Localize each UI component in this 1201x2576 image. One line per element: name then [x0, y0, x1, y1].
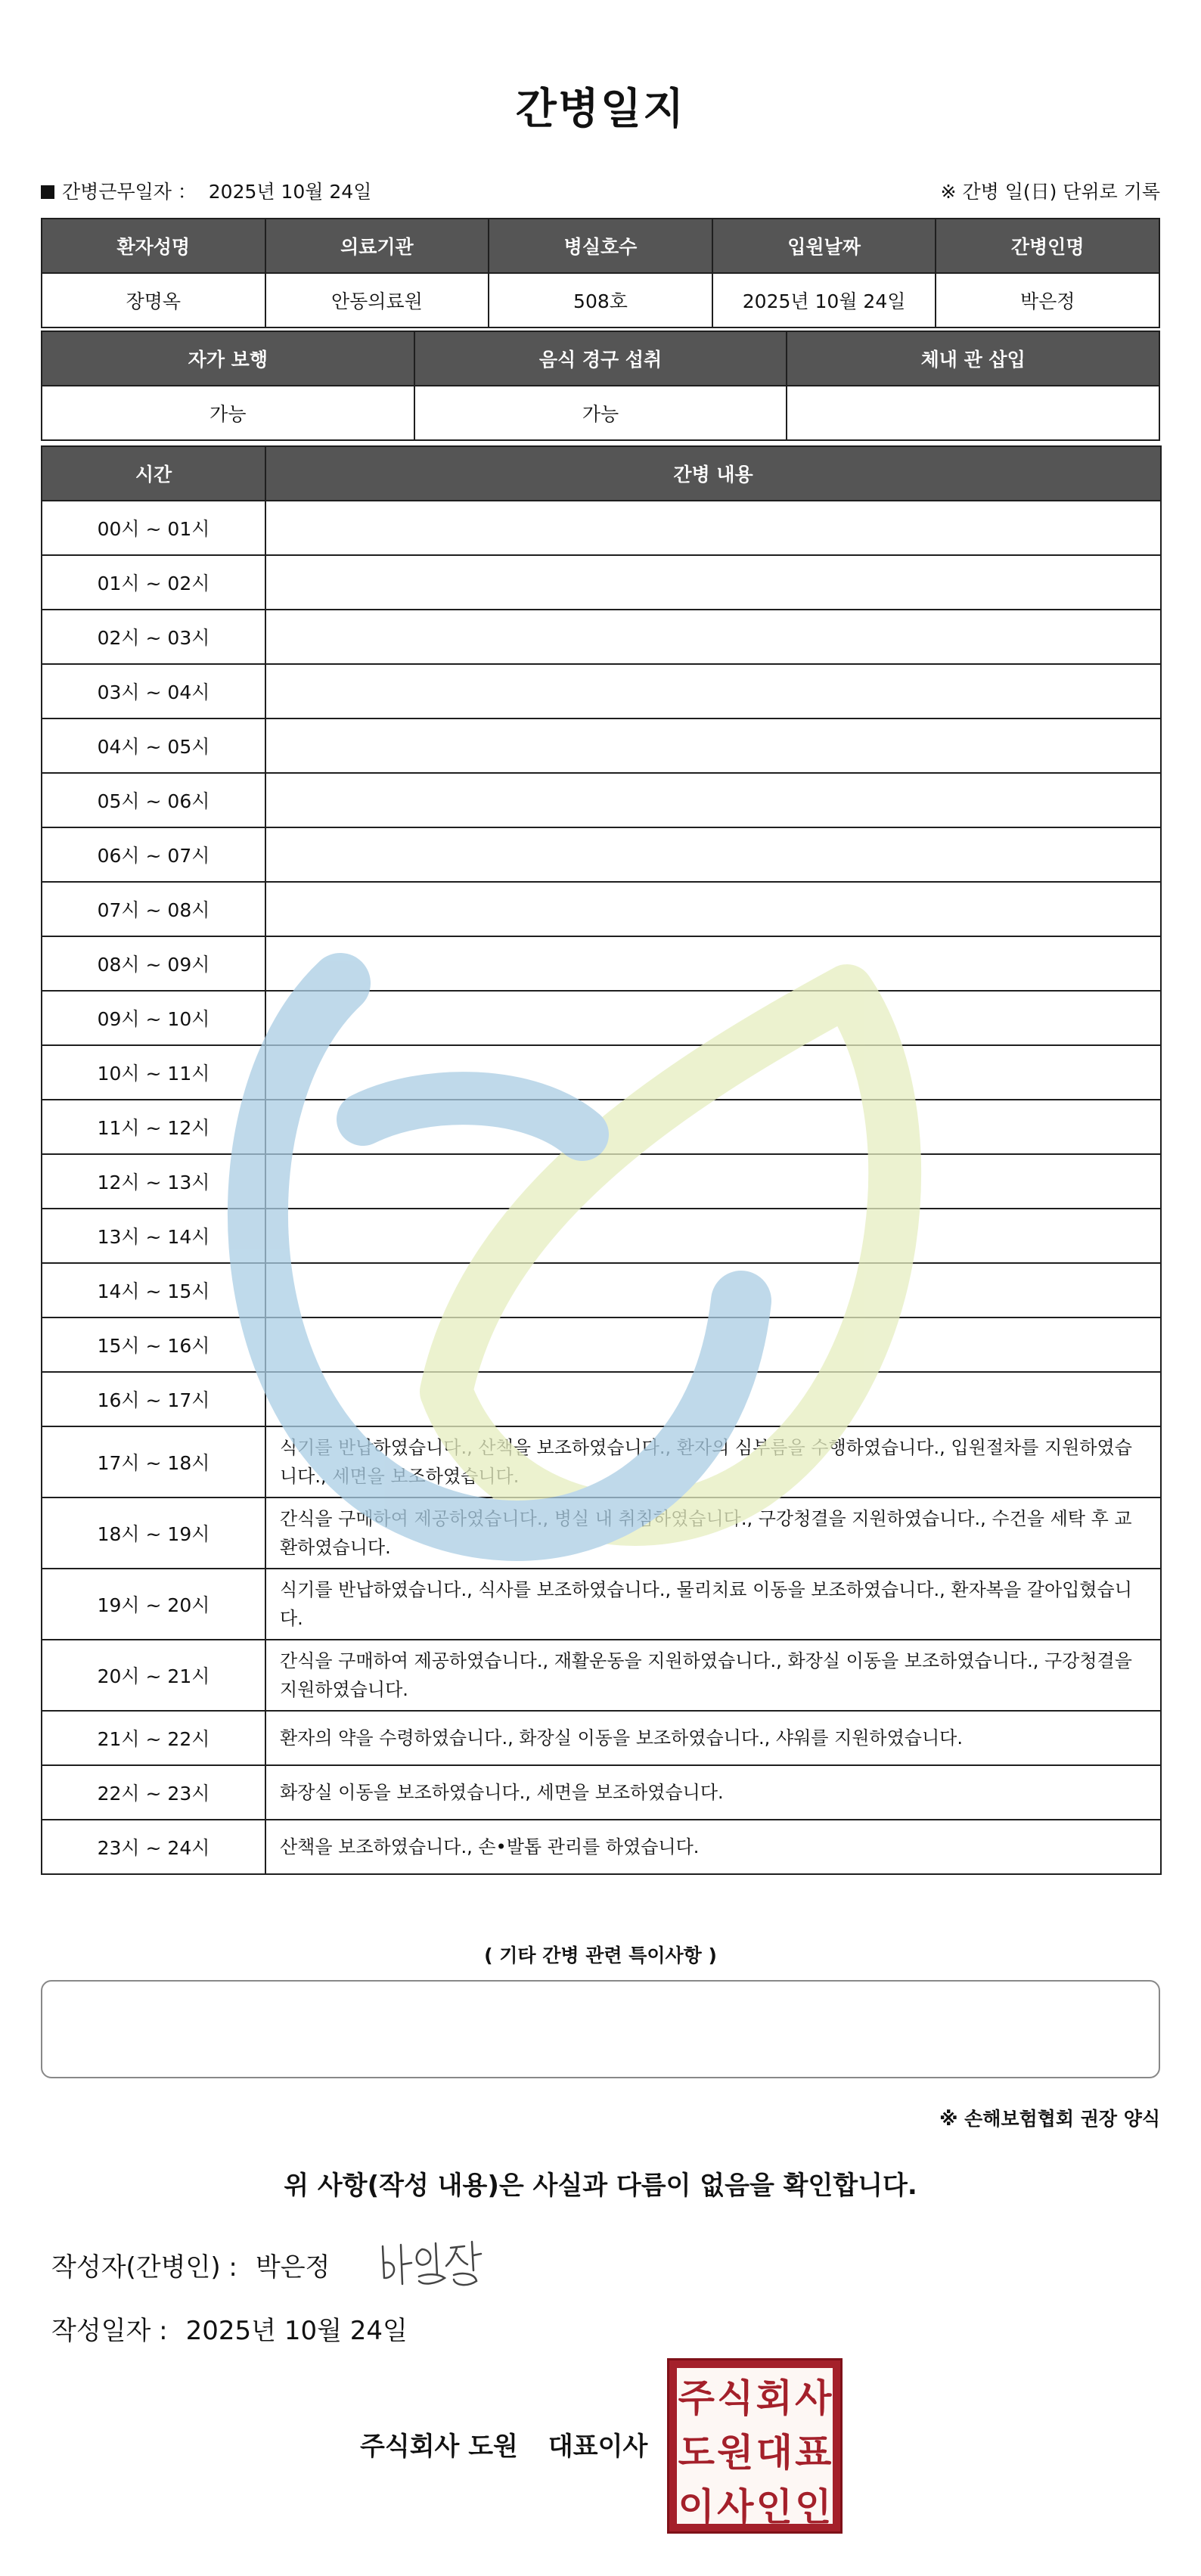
- company-line: [360, 2425, 647, 2463]
- work-date-label: 간병근무일자 ：: [62, 181, 197, 203]
- care-log-time: 06시 ~ 07시: [42, 827, 265, 882]
- care-log-row: [42, 1426, 1161, 1497]
- care-log-content: [265, 827, 1161, 882]
- care-log-time: 18시 ~ 19시: [42, 1497, 265, 1569]
- header-room-number: 병실호수: [489, 219, 712, 273]
- company-name: 주식회사 도원: [360, 2432, 518, 2462]
- care-log-row: [42, 1154, 1161, 1209]
- care-log-row: [42, 1640, 1161, 1711]
- care-log-content: [265, 936, 1161, 991]
- care-log-content: [265, 501, 1161, 555]
- care-log-content: 간식을 구매하여 제공하였습니다., 재활운동을 지원하였습니다., 화장실 이동을 보조하였습니다., 구강청결을 지원하였습니다.: [265, 1640, 1161, 1711]
- seal-char: 도: [678, 2430, 715, 2475]
- care-log-row: [42, 718, 1161, 773]
- care-log-content: [265, 1372, 1161, 1426]
- oral-intake-value: 가능: [414, 386, 787, 440]
- writer-name: 박은정: [255, 2252, 331, 2283]
- header-oral-intake: 음식 경구 섭취: [414, 331, 787, 386]
- care-log-time: 11시 ~ 12시: [42, 1100, 265, 1154]
- care-log-row: [42, 1820, 1161, 1874]
- care-log-time: 03시 ~ 04시: [42, 664, 265, 718]
- care-log-time: 10시 ~ 11시: [42, 1045, 265, 1100]
- care-log-row: [42, 773, 1161, 827]
- care-log-time: 23시 ~ 24시: [42, 1820, 265, 1874]
- care-log-row: [42, 1045, 1161, 1100]
- care-log-content: [265, 991, 1161, 1045]
- care-log-content: 환자의 약을 수령하였습니다., 화장실 이동을 보조하였습니다., 샤워를 지원하였습니다.: [265, 1711, 1161, 1765]
- square-bullet-icon: [41, 185, 54, 199]
- seal-char: 원: [717, 2430, 754, 2475]
- care-log-content: [265, 1100, 1161, 1154]
- header-patient-name: 환자성명: [42, 219, 265, 273]
- remarks-box: [41, 1980, 1160, 2078]
- care-log-row: [42, 664, 1161, 718]
- handwritten-signature: [375, 2231, 489, 2299]
- care-log-time: 01시 ~ 02시: [42, 555, 265, 610]
- care-log-content: 식기를 반납하였습니다., 산책을 보조하였습니다., 환자의 심부름을 수행하였습니다., 입원절차를 지원하였습니다., 세면을 보조하였습니다.: [265, 1426, 1161, 1497]
- care-log-time: 22시 ~ 23시: [42, 1765, 265, 1820]
- care-log-time: 15시 ~ 16시: [42, 1317, 265, 1372]
- care-log-time: 09시 ~ 10시: [42, 991, 265, 1045]
- care-log-content: [265, 1045, 1161, 1100]
- written-date-label: 작성일자 :: [51, 2316, 168, 2346]
- caregiver-name: 박은정: [936, 273, 1159, 327]
- seal-char: 사: [717, 2484, 754, 2529]
- header-caregiver-name: 간병인명: [936, 219, 1159, 273]
- care-log-time: 07시 ~ 08시: [42, 882, 265, 936]
- header-tube-insertion: 체내 관 삽입: [787, 331, 1159, 386]
- care-log-content: 간식을 구매하여 제공하였습니다., 병실 내 취침하였습니다., 구강청결을 지원하였습니다., 수건을 세탁 후 교환하였습니다.: [265, 1497, 1161, 1569]
- work-date: [41, 177, 371, 204]
- header-self-walking: 자가 보행: [42, 331, 414, 386]
- care-log-content: 산책을 보조하였습니다., 손•발톱 관리를 하였습니다.: [265, 1820, 1161, 1874]
- care-log-content: [265, 773, 1161, 827]
- care-log-row: [42, 555, 1161, 610]
- care-log-row: [42, 1765, 1161, 1820]
- care-log-time: 05시 ~ 06시: [42, 773, 265, 827]
- header-time: 시간: [42, 446, 265, 501]
- seal-char: 인: [795, 2484, 832, 2529]
- care-log-row: [42, 991, 1161, 1045]
- seal-char: 식: [717, 2376, 754, 2420]
- care-log-time: 04시 ~ 05시: [42, 718, 265, 773]
- room-number: 508호: [489, 273, 712, 327]
- patient-info-value-row: [42, 273, 1159, 327]
- hospital-name: 안동의료원: [265, 273, 489, 327]
- care-log-time: 21시 ~ 22시: [42, 1711, 265, 1765]
- care-log-row: [42, 610, 1161, 664]
- care-log-time: 02시 ~ 03시: [42, 610, 265, 664]
- seal-char: 표: [795, 2430, 832, 2475]
- care-log-time: 14시 ~ 15시: [42, 1263, 265, 1317]
- care-log-row: [42, 1569, 1161, 1640]
- patient-info-header-row: [42, 219, 1159, 273]
- care-log-row: [42, 827, 1161, 882]
- unit-note: ※ 간병 일(日) 단위로 기록: [940, 181, 1160, 203]
- care-log-row: [42, 1497, 1161, 1569]
- care-log-content: [265, 882, 1161, 936]
- seal-char: 대: [756, 2430, 793, 2475]
- seal-char: 주: [678, 2376, 715, 2420]
- ceo-title: 대표이사: [548, 2432, 648, 2462]
- care-log-row: [42, 1372, 1161, 1426]
- seal-char: 사: [795, 2376, 832, 2420]
- care-log-content: 화장실 이동을 보조하였습니다., 세면을 보조하였습니다.: [265, 1765, 1161, 1820]
- patient-name: 장명옥: [42, 273, 265, 327]
- header-admission-date: 입원날짜: [712, 219, 936, 273]
- seal-char: 인: [756, 2484, 793, 2529]
- recommend-note: ※ 손해보험협회 권장 양식: [939, 2108, 1160, 2130]
- seal-char: 이: [678, 2484, 715, 2529]
- care-log-row: [42, 1209, 1161, 1263]
- writer-line: [51, 2246, 330, 2283]
- confirmation-statement: 위 사항(작성 내용)은 사실과 다름이 없음을 확인합니다.: [284, 2171, 917, 2201]
- patient-info-table: [41, 218, 1160, 328]
- care-log-time: 16시 ~ 17시: [42, 1372, 265, 1426]
- care-log-time: 17시 ~ 18시: [42, 1426, 265, 1497]
- ability-header-row: [42, 331, 1159, 386]
- self-walking-value: 가능: [42, 386, 414, 440]
- writer-label: 작성자(간병인) :: [51, 2252, 237, 2283]
- care-log-body: [42, 501, 1161, 1874]
- seal-characters: [677, 2368, 833, 2529]
- care-log-content: [265, 1209, 1161, 1263]
- written-date-line: [51, 2310, 408, 2347]
- care-log-time: 00시 ~ 01시: [42, 501, 265, 555]
- care-log-row: [42, 882, 1161, 936]
- care-log-table: [41, 445, 1162, 1875]
- written-date-value: 2025년 10월 24일: [185, 2316, 408, 2346]
- admission-date: 2025년 10월 24일: [712, 273, 936, 327]
- header-hospital: 의료기관: [265, 219, 489, 273]
- remarks-title: ( 기타 간병 관련 특이사항 ): [484, 1944, 717, 1966]
- care-log-row: [42, 1711, 1161, 1765]
- care-log-row: [42, 1263, 1161, 1317]
- seal-char: 회: [756, 2376, 793, 2420]
- company-seal: [667, 2358, 843, 2534]
- tube-insertion-value: [787, 386, 1159, 440]
- care-log-content: [265, 718, 1161, 773]
- care-log-content: [265, 1263, 1161, 1317]
- header-care-content: 간병 내용: [265, 446, 1161, 501]
- care-log-row: [42, 1100, 1161, 1154]
- care-log-content: [265, 1317, 1161, 1372]
- care-log-content: [265, 664, 1161, 718]
- ability-table: [41, 331, 1160, 441]
- care-log-row: [42, 501, 1161, 555]
- care-log-content: 식기를 반납하였습니다., 식사를 보조하였습니다., 물리치료 이동을 보조하였습니다., 환자복을 갈아입혔습니다.: [265, 1569, 1161, 1640]
- care-log-content: [265, 610, 1161, 664]
- care-log-row: [42, 1317, 1161, 1372]
- care-log-row: [42, 936, 1161, 991]
- care-log-content: [265, 555, 1161, 610]
- work-date-value: 2025년 10월 24일: [208, 181, 372, 203]
- care-log-content: [265, 1154, 1161, 1209]
- care-log-time: 08시 ~ 09시: [42, 936, 265, 991]
- care-log-time: 13시 ~ 14시: [42, 1209, 265, 1263]
- ability-value-row: [42, 386, 1159, 440]
- care-log-time: 19시 ~ 20시: [42, 1569, 265, 1640]
- page-title: 간병일지: [515, 85, 686, 134]
- care-log-time: 12시 ~ 13시: [42, 1154, 265, 1209]
- care-log-time: 20시 ~ 21시: [42, 1640, 265, 1711]
- care-log-header-row: [42, 446, 1161, 501]
